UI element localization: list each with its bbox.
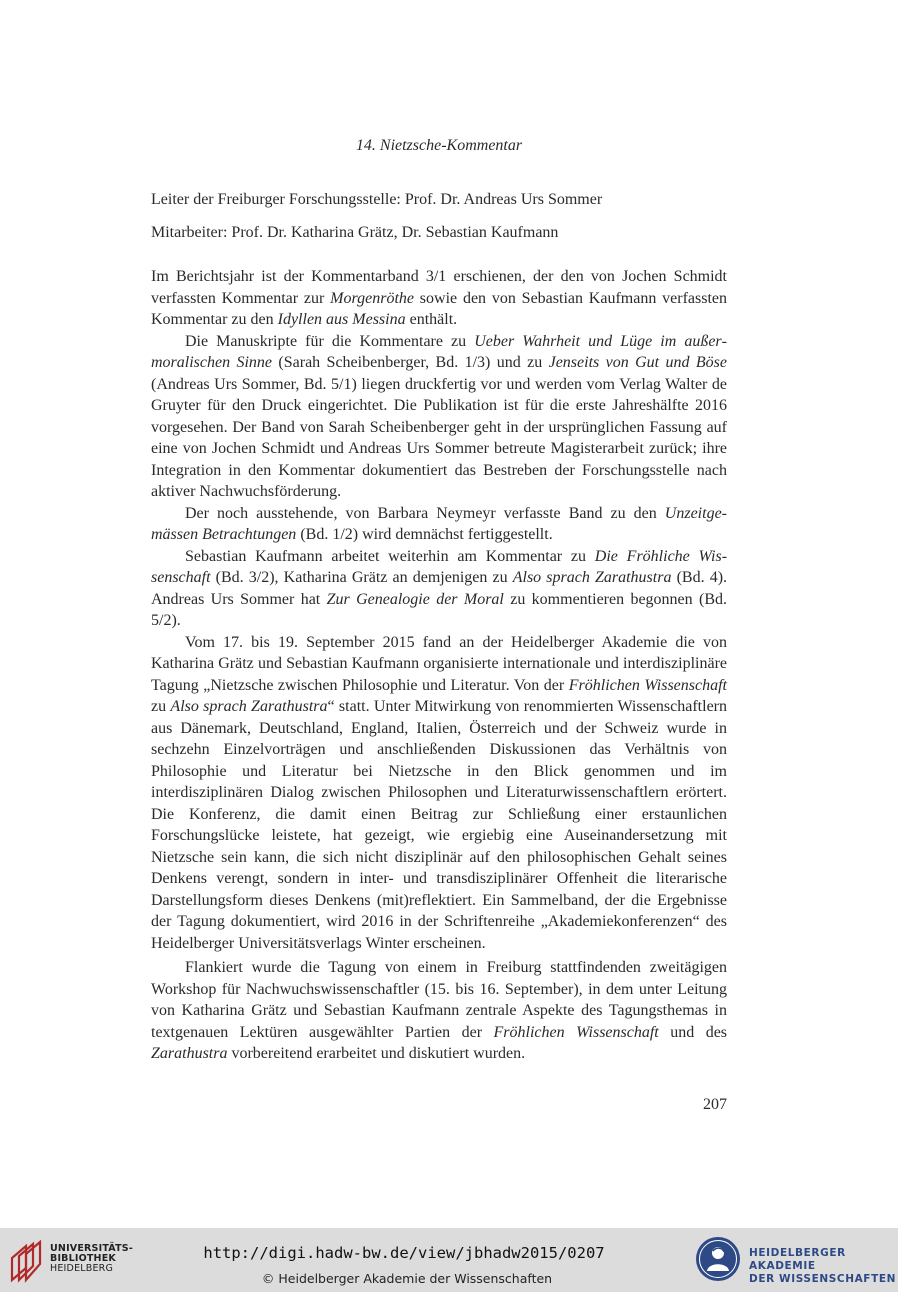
text-run: (Bd. 1/2) wird demnächst fertiggestellt. [296,526,553,543]
text-run: (Bd. 3/2), Katharina Grätz an demjenigen zu [210,569,513,586]
body-paragraph [151,632,727,955]
italic-title: Fröhlichen Wissenschaft [568,676,728,694]
academy-seal-icon [694,1235,742,1283]
copyright-notice: © Heidelberger Akademie der Wissenschaften [261,1271,553,1286]
permalink-url[interactable]: http://digi.hadw-bw.de/view/jbhadw2015/0207 [203,1244,605,1262]
text-run: sowie den von Sebastian Kaufmann verfassten Kommentar zu den [151,289,728,328]
text-run: (Sarah Scheibenberger, Bd. 1/3) und zu [272,354,549,371]
body-paragraph [151,503,727,546]
body-paragraph [151,546,727,632]
italic-title: Ueber Wahrheit und Lüge im außermoralischen Sinne [151,332,727,371]
body-paragraph [151,957,727,1065]
library-name-line1: UNIVERSITÄTS- [50,1243,133,1254]
staff-line: Mitarbeiter: Prof. Dr. Katharina Grätz, Dr. Sebastian Kaufmann [151,224,559,241]
academy-name-line2: DER WISSENSCHAFTEN [749,1273,897,1285]
text-run: und des [658,1023,728,1041]
text-run: Der noch ausstehende, von Barbara Neymeyr verfasste Band zu den [185,504,665,522]
italic-title: Jenseits von Gut und Böse [548,354,727,371]
academy-name [749,1247,898,1286]
italic-title: Zarathustra [151,1045,228,1062]
italic-title: Idyllen aus Messina [277,311,406,328]
italic-title: Also sprach Zarathustra [512,569,672,586]
italic-title: Die Fröhliche Wissenschaft [151,547,728,586]
page-number: 207 [703,1096,727,1113]
text-run: “ statt. Unter Mitwirkung von renommierten Wissenschaftlern aus Dänemark, Deutschland, England, Italien, Österreich und der Schweiz wurde in sechzehn Einzelvorträgen und anschließenden Diskussionen das Verhältnis von Philosophie und Literatur bei Nietzsche in den Blick genommen und im interdisziplinären Dialog zwischen Philosophen und Literaturwissenschaftlern erörtert. Die Konferenz, die damit einen Beitrag zur Schließung einer erstaunlichen Forschungslücke leistete, hat gezeigt, wie ergiebig eine Auseinandersetzung mit Nietzsche sein kann, die sich nicht disziplinär auf den philosophischen Gehalt seines Denkens verengt, sondern in inter- und transdisziplinärer Offenheit die literarische Darstellungsform dieses Denkens (mit)reflektiert. Ein Sammelband, der die Ergebnisse der Tagung dokumentiert, wird 2016 in der Schriftenreihe „Akademiekonferenzen“ des Heidelberger Universitätsverlags Winter erscheinen. [151,698,728,952]
body-paragraph [151,331,727,503]
text-run: vorbereitend erarbeitet und diskutiert wurden. [227,1045,526,1062]
italic-title: Zur Genealogie der Moral [326,590,504,608]
body-paragraph [151,266,727,331]
digitization-footer [0,1228,898,1292]
library-name-line2: BIBLIOTHEK [50,1253,116,1264]
italic-title: Fröhlichen Wissenschaft [493,1023,659,1041]
report-body [151,266,727,1065]
text-run: zu [151,698,171,715]
italic-title: Morgenröthe [330,289,414,307]
text-run: Im Berichtsjahr ist der Kommentarband 3/1 erschienen, der den von Jochen Schmidt verfassten Kommentar zur [151,268,727,307]
text-run: Vom 17. bis 19. September 2015 fand an der Heidelberger Akademie die von Katharina Grätz und Sebastian Kaufmann organisierte internationale und interdisziplinäre Tagung „Nietzsche zwischen Philosophie und Literatur. Von der [151,633,727,694]
text-run: zu kommentieren begonnen (Bd. 5/2). [151,590,728,629]
text-run: enthält. [405,311,458,328]
italic-title: Unzeitgemässen Betrachtungen [151,504,727,543]
text-run: Sebastian Kaufmann arbeitet weiterhin am Kommentar zu [185,547,595,565]
academy-name-line1: HEIDELBERGER AKADEMIE [749,1247,846,1272]
text-run: (Andreas Urs Sommer, Bd. 5/1) liegen druckfertig vor und werden vom Verlag Walter de Gruyter für den Druck eingerichtet. Die Publikation ist für die erste Jahreshälfte 2016 vorgesehen. Der Band von Sarah Scheibenberger geht in der ursprünglichen Fassung auf eine von Jochen Schmidt und Andreas Urs Sommer betreute Magisterarbeit zurück; ihre Integration in den Kommentar dokumentiert das Bestreben der Forschungsstelle nach aktiver Nachwuchsförderung. [151,375,727,500]
italic-title: Also sprach Zarathustra [170,698,328,715]
section-heading: 14. Nietzsche-Kommentar [355,137,523,154]
text-run: Flankiert wurde die Tagung von einem in Freiburg stattfindenden zweitägigen Workshop für Nachwuchswissenschaftler (15. bis 16. September), in dem unter Leitung von Katharina Grätz und Sebastian Kaufmann zentrale Aspekte des Tagungsthemas in textgenauen Lektüren ausgewählter Partien der [151,959,727,1041]
text-run: (Bd. 4). Andreas Urs Sommer hat [151,569,728,608]
library-name-line3: HEIDELBERG [50,1263,114,1274]
text-run: Die Manuskripte für die Kommentare zu [185,332,475,350]
research-lead-line: Leiter der Freiburger Forschungsstelle: Prof. Dr. Andreas Urs Sommer [151,191,603,208]
